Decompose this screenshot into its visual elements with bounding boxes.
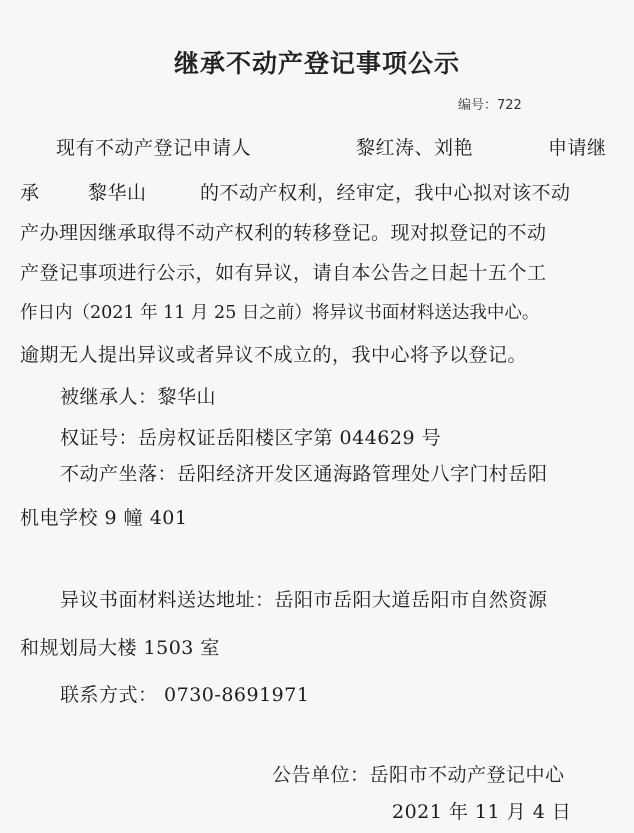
body-line-6: 逾期无人提出异议或者异议不成立的，我中心将予以登记。	[20, 344, 528, 366]
decedent-line: 被继承人：黎华山	[60, 386, 217, 408]
issuer: 公告单位：岳阳市不动产登记中心	[272, 764, 565, 786]
body-line-4: 产登记事项进行公示，如有异议，请自本公告之日起十五个工	[20, 262, 547, 284]
applicant-names: 黎红涛、刘艳	[356, 137, 474, 159]
property-location-line-2: 机电学校 9 幢 401	[20, 507, 188, 529]
document-title: 继承不动产登记事项公示	[173, 49, 460, 78]
property-location-line-1: 不动产坐落：岳阳经济开发区通海路管理处八字门村岳阳	[60, 463, 548, 485]
body-line-3: 产办理因继承取得不动产权利的转移登记。现对拟登记的不动	[20, 222, 547, 244]
body-line-5: 作日内（2021 年 11 月 25 日之前）将异议书面材料送达我中心。	[20, 303, 540, 323]
decedent-name: 黎华山	[88, 182, 147, 204]
certificate-number: 权证号：岳房权证岳阳楼区字第 044629 号	[60, 427, 442, 449]
objection-address-line-1: 异议书面材料送达地址：岳阳市岳阳大道岳阳市自然资源	[60, 589, 548, 611]
body-line-2b: 的不动产权利，经审定，我中心拟对该不动	[200, 182, 571, 204]
body-line-1a: 现有不动产登记申请人	[56, 137, 252, 159]
issue-date: 2021 年 11 月 4 日	[392, 801, 572, 823]
body-line-2a: 承	[20, 182, 40, 204]
contact-info: 联系方式： 0730-8691971	[60, 684, 310, 706]
serial-number: 编号：722	[458, 98, 522, 113]
objection-address-line-2: 和规划局大楼 1503 室	[20, 637, 220, 659]
body-line-1b: 申请继	[548, 137, 607, 159]
